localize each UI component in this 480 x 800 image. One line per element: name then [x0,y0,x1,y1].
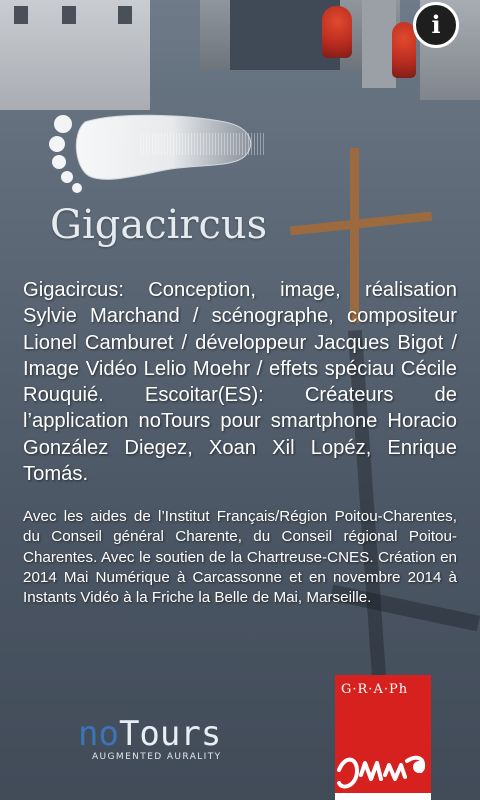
credits-text: Gigacircus: Conception, image, réalisation Sylvie Marchand / scénographe, compositeur Lionel Camburet / développeur Jacques Bigot / Image Vidéo Lelio Moehr / effets spéciau Cécile Rouquié. Escoitar(ES): Créateurs de l’application noTours pour smartphone Horacio González Diegez, Xoan Xil Lopéz, Enrique Tomás. [23,279,457,486]
background-figure [322,6,352,58]
footprint-logo [45,104,265,199]
graph-logo-mark [335,675,431,800]
notours-logo [78,716,238,762]
support-text: Avec les aides de l’Institut Français/Région Poitou-Charentes, du Conseil général Charente, du Conseil régional Poitou-Charentes. Avec le soutien de la Chartreuse-CNES. Création en 2014 Mai Numérique à Carcassonne et en novembre 2014 à Instants Vidéo à la Friche la Belle de Mai, Marseille. [23,508,457,607]
notours-no: no [78,714,119,754]
notours-wordmark [78,716,238,752]
notours-tours: Tours [118,714,222,754]
background-window [14,6,28,24]
background-pillar [362,0,396,88]
background-figure [392,22,416,78]
info-button[interactable] [413,2,459,48]
graph-logo-text: G·R·A·Ph [341,682,409,697]
background-window [118,6,132,24]
background-window [62,6,76,24]
background-building-left [0,0,150,110]
graph-logo [335,675,431,800]
info-icon: i [431,10,441,39]
app-title: Gigacircus [50,202,268,248]
notours-tagline: AUGMENTED AURALITY [92,752,222,762]
